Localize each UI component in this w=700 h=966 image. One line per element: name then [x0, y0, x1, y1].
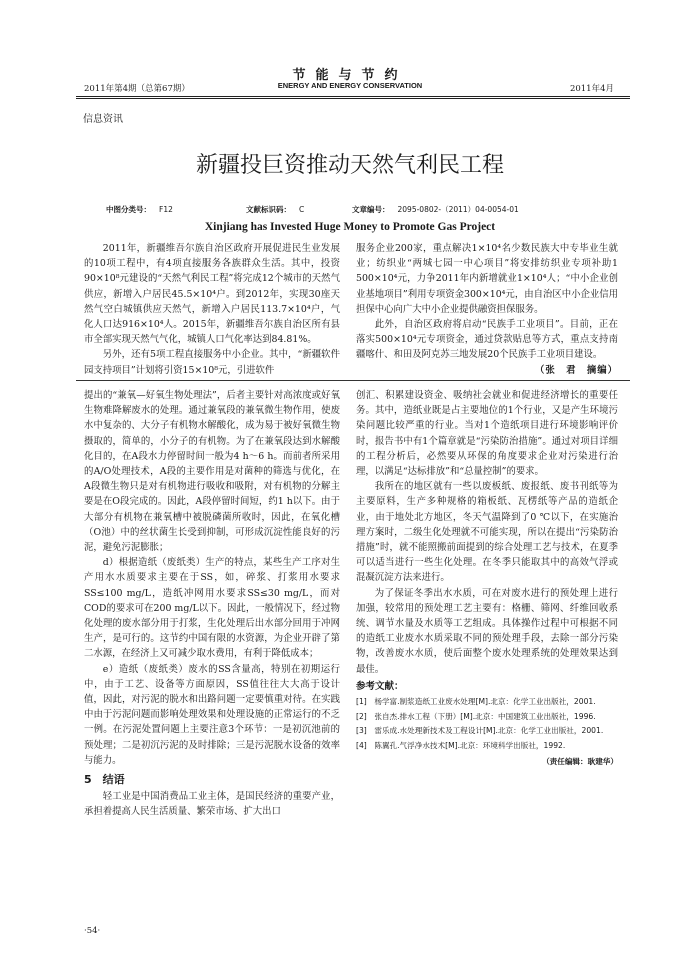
body-left-column	[84, 388, 340, 820]
article-paragraph-text: 此外，自治区政府将启动“民族手工业项目”。目前，正在落实500×10⁴元专项资金，通过贷款贴息等方式，重点支持南疆喀什、和田及阿克苏三地发展20个民族手工业项目建设。	[356, 319, 618, 361]
body-paragraph: d）根据造纸（废纸类）生产的特点，某些生产工序对生产用水水质要求主要在于SS，如，碎浆、打浆用水要求SS≤100 mg/L，造纸冲网用水要求SS≤30 mg/L，而对COD的要求可在200 mg/L以下。因此，一般情况下，经过物化处理的废水部分用于打浆，生化处理后出水部分回用于冲网生产，是可行的。这节约中国有限的水资源，为企业开辟了第二水源，在经济上又可减少取水费用，有利于降低成本；	[84, 557, 340, 660]
reference-item: [1] 杨学富.制浆造纸工业废水处理[M].北京：化学工业出版社，2001.	[356, 697, 596, 707]
clc-value: F12	[159, 205, 173, 214]
body-paragraph: e）造纸（废纸类）废水的SS含量高，特别在初期运行中，由于工艺、设备等方面原因，SS值往往大大高于设计值，因此，对污泥的脱水和出路问题一定要慎重对待。在实践中由于污泥问题而影响处理效果和处理设施的正常运行的不乏一例。在污泥处置问题上主要注意3个环节：一是初沉池前的预处理；二是初沉污泥的及时排除；三是污泥脱水设备的效率与能力。	[84, 663, 340, 766]
article-signature: （张 君 摘编）	[534, 364, 618, 376]
header-rule	[76, 96, 630, 97]
article-left-column	[84, 241, 340, 378]
body-paragraph: 为了保证冬季出水水质，可在对废水进行的预处理上进行加强，较常用的预处理工艺主要有：格栅、筛网、纤维回收系统、调节水量及水质等工艺组成。具体操作过程中可根据不同的造纸工业废水水质采取不同的预处理手段，去除一部分污染物，改善废水水质，使后面整个废水处理系统的处理效果达到最佳。	[356, 587, 618, 675]
doc-code-label: 文献标识码：	[246, 205, 291, 214]
reference-item: [3] 雷乐成.水处理新技术及工程设计[M].北京：化学工业出版社，2001.	[356, 726, 604, 736]
article-title: 新疆投巨资推动天然气利民工程	[195, 153, 504, 178]
article-title-en: Xinjiang has Invested Huge Money to Promote Gas Project	[204, 221, 496, 233]
body-paragraph: 创汇、积累建设资金、吸纳社会就业和促进经济增长的重要任务。其中，造纸业既是占主要地位的1个行业，又是产生环境污染问题比较严重的行业。当对1个造纸项目进行环境影响评价时，报告书中有1个篇章就是“污染防治措施”。通过对项目详细的工程分析后，必然要从环保的角度要求企业对污染进行治理，以满足“达标排放”和“总量控制”的要求。	[356, 390, 618, 478]
journal-date: 2011年4月	[569, 84, 614, 94]
journal-issue: 2011年第4期（总第67期）	[84, 84, 190, 94]
article-no-value: 2095-0802-（2011）04-0054-01	[397, 205, 519, 214]
page-number: ·54·	[84, 926, 101, 936]
article-paragraph: 另外，还有5项工程直接服务中小企业。其中，“新疆软件园支持项目”计划将引资15×10⁸元，引进软件	[84, 349, 340, 376]
reference-item: [2] 张自杰.排水工程（下册）[M].北京：中国建筑工业出版社，1996.	[356, 711, 596, 721]
article-right-column	[356, 241, 618, 378]
article-meta-article-no	[352, 204, 519, 215]
article-meta-doc-code	[246, 204, 304, 215]
journal-brand-en: ENERGY AND ENERGY CONSERVATION	[277, 81, 423, 90]
body-right-column	[356, 388, 618, 769]
references-heading: 参考文献：	[356, 680, 404, 692]
responsible-editor: （责任编辑：耿建华）	[542, 757, 618, 767]
article-no-label: 文章编号：	[352, 205, 390, 214]
section-label: 信息资讯	[83, 114, 123, 125]
article-paragraph: 2011年，新疆维吾尔族自治区政府开展促进民生业发展的10项工程中，有4项直接服务各族群众生活。其中，投资90×10⁸元建设的“天然气利民工程”将完成12个城市的天然气供应，新增入户居民45.5×10⁴户。到2012年，实现30座天然气空白城镇供应天然气，新增入户居民113.7×10⁴户，气化人口达916×10⁴人。2015年，新疆维吾尔族自治区所有县市全部实现天然气气化，城镇人口气化率达到84.81%。	[84, 243, 340, 346]
header-rule-thin	[76, 98, 630, 99]
journal-brand-cn: 节能与节约	[292, 68, 408, 83]
conclusion-heading: 5 结语	[84, 773, 125, 787]
article-meta-clc	[106, 204, 173, 215]
article-paragraph: 服务企业200家，重点解决1×10⁴名少数民族大中专毕业生就业；纺织业“两城七园一中心项目”将安排纺织业专项补助1 500×10⁴元，力争2011年内新增就业1×10⁴人；“中小企业创业基地项目”利用专项资金300×10⁴元，由自治区中小企业信用担保中心向广大中小企业提供融资担保服务。	[356, 243, 618, 315]
body-paragraph: 我所在的地区就有一些以废板纸、废报纸、废书刊纸等为主要原料，生产多种规格的箱板纸、瓦楞纸等产品的造纸企业，由于地处北方地区，冬天气温降到了0 ℃以下，在实施治理方案时，二级生化处理就不可能实现，所以在提出“污染防治措施”时，就不能照搬前面提到的综合处理工艺与技术，在夏季可以适当进行一些生化处理。在冬季只能取其中的高效气浮或混凝沉淀方法来进行。	[356, 481, 618, 584]
conclusion-paragraph: 轻工业是中国消费品工业主体，是国民经济的重要产业，承担着提高人民生活质量、繁荣市场、扩大出口	[84, 791, 340, 818]
body-paragraph: 提出的“兼氧—好氧生物处理法”，后者主要针对高浓度或好氧生物难降解废水的处理。通过兼氧段的兼氧微生物作用，使废水中复杂的、大分子有机物水解酸化，成为易于被好氧微生物摄取的，简单的，小分子的有机物。为了在兼氧段达到水解酸化目的，在A段水力停留时间一般为4 h～6 h。而前者所采用的A/O处理技术，A段的主要作用是对菌种的筛选与优化，在A段微生物只是对有机物进行吸收和吸附，对有机物的分解主要是在O段完成的。因此，A段停留时间短，约1 h以下。由于大部分有机物在兼氧槽中被脱磷菌所收时，因此，在氧化槽（O池）中的丝状菌生长受到抑制，可形成沉淀性能良好的污泥，避免污泥膨胀；	[84, 390, 340, 554]
article-paragraph	[356, 317, 618, 376]
doc-code-value: C	[299, 205, 305, 214]
reference-item: [4] 陈翼孔.气浮净水技术[M].北京：环境科学出版社，1992.	[356, 740, 566, 750]
clc-label: 中图分类号：	[106, 205, 151, 214]
article-box-rule	[76, 380, 630, 381]
